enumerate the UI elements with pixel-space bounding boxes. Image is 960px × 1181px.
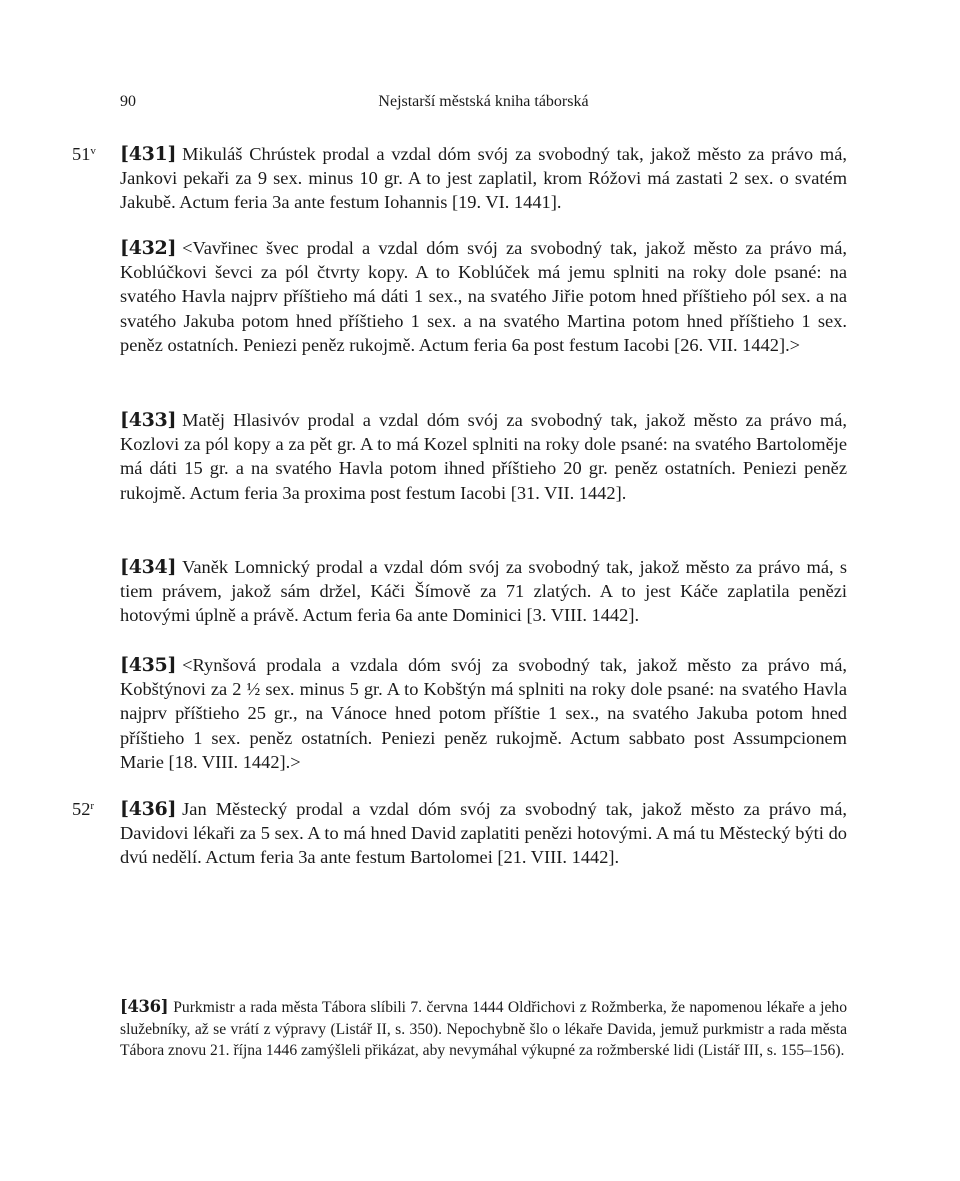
entry-431: [120, 142, 847, 215]
footnote-number: [436]: [120, 997, 169, 1016]
folio-marker: [72, 142, 96, 166]
entry-number: [435]: [120, 654, 177, 676]
entry-435: [120, 653, 847, 774]
folio-side: v: [90, 145, 96, 157]
entry-433: [120, 408, 847, 505]
footnotes: [120, 996, 847, 1062]
entry-number: [433]: [120, 409, 177, 431]
entry-text: <Vavřinec švec prodal a vzdal dóm svój za svobodný tak, jakož město za právo má, Koblúčkovi ševci za pól čtvrty kopy. A to Koblúček má jemu splniti na roky dole psané: na svatého Havla najprv příštieho má dáti 1 sex., na svatého Jiřie potom hned příštieho pól sex. a na svatého Jakuba potom hned příštieho 1 sex. a na svatého Martina potom hned příštieho 1 sex. peněz ostatních. Peniezi peněz rukojmě. Actum feria 6a post festum Iacobi [26. VII. 1442].>: [120, 238, 847, 355]
entry-432: [120, 236, 847, 357]
entry-text: Jan Městecký prodal a vzdal dóm svój za svobodný tak, jakož město za právo má, Davidovi lékaři za 5 sex. A to má hned David zaplatiti penězi hotovými. A má tu Městecký býti do dvú nedělí. Actum feria 3a ante festum Bartolomei [21. VIII. 1442].: [120, 799, 847, 868]
folio-number: 52: [72, 799, 91, 819]
footnote-text: Purkmistr a rada města Tábora slíbili 7. června 1444 Oldřichovi z Rožmberka, že napomenou lékaře a jeho služebníky, až se vrátí z výpravy (Listář II, s. 350). Nepochybně šlo o lékaře Davida, jemuž purkmistr a rada města Tábora znovu 21. října 1446 zamýšleli přikázat, aby nevymáhal výkupné za rožmberské lidi (Listář III, s. 155–156).: [120, 999, 847, 1059]
entry-number: [436]: [120, 798, 177, 820]
entry-text: Mikuláš Chrústek prodal a vzdal dóm svój za svobodný tak, jakož město za právo má, Jankovi pekaři za 9 sex. minus 10 gr. A to jest zaplatil, krom Róžovi má zastati 2 sex. o svatém Jakubě. Actum feria 3a ante festum Iohannis [19. VI. 1441].: [120, 144, 847, 213]
entry-number: [434]: [120, 556, 177, 578]
entry-434: [120, 555, 847, 628]
footnote-436: [120, 996, 847, 1062]
page-number: 90: [120, 93, 136, 110]
entry-number: [432]: [120, 237, 177, 259]
entry-text: <Rynšová prodala a vzdala dóm svój za svobodný tak, jakož město za právo má, Kobštýnovi za 2 ½ sex. minus 5 gr. A to Kobštýn má splniti na roky dole psané: na svatého Havla najprv příštieho 25 gr., na Vánoce hned potom příštie 1 sex., na svatého Jakuba potom hned příštieho 1 sex. peněz ostatních. Peniezi peněz rukojmě. Actum sabbato post Assumpcionem Marie [18. VIII. 1442].>: [120, 655, 847, 772]
entry-text: Vaněk Lomnický prodal a vzdal dóm svój za svobodný tak, jakož město za právo má, s tiem právem, jakož sám držel, Káči Šímově za 71 zlatých. A to jest Káče zaplatila penězi hotovými úplně a právě. Actum feria 6a ante Dominici [3. VIII. 1442].: [120, 557, 847, 626]
entry-436: [120, 797, 847, 870]
folio-number: 51: [72, 144, 91, 164]
page-header: [120, 90, 847, 114]
folio-marker: [72, 797, 94, 821]
entry-number: [431]: [120, 143, 177, 165]
entry-text: Matěj Hlasivóv prodal a vzdal dóm svój za svobodný tak, jakož město za právo má, Kozlovi za pól kopy a za pět gr. A to má Kozel splniti na roky dole psané: na svatého Bartoloměje má dáti 15 gr. a na svatého Havla potom ihned příštieho 20 gr. peněz ostatních. Peniezi peněz rukojmě. Actum feria 3a proxima post festum Iacobi [31. VII. 1442].: [120, 410, 847, 503]
running-title: Nejstarší městská kniha táborská: [378, 93, 589, 110]
folio-side: r: [90, 800, 95, 812]
